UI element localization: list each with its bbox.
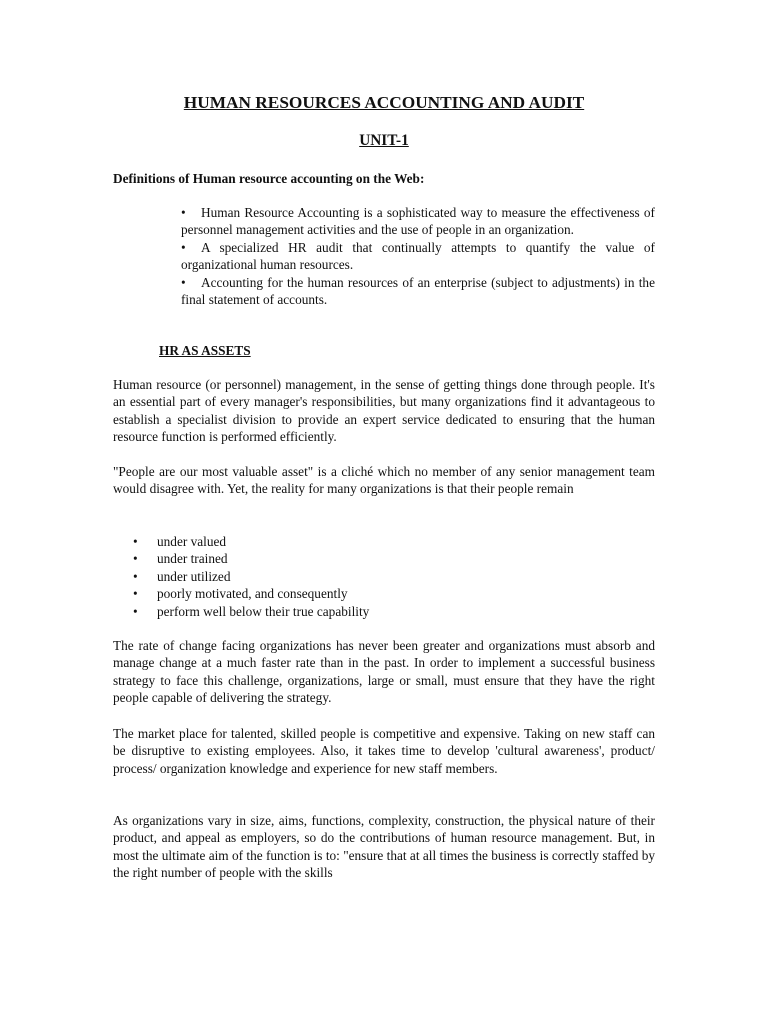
definition-item xyxy=(181,204,655,239)
list-item: • under utilized xyxy=(133,568,369,585)
definition-text: Accounting for the human resources of an enterprise (subject to adjustments) in the final statement of accounts. xyxy=(181,274,655,308)
bullet-icon: • xyxy=(181,239,186,255)
paragraph: The rate of change facing organizations has never been greater and organizations must absorb and manage change at a much faster rate than in the past. In order to implement a successful business strategy to face this challenge, organizations, large or small, must ensure that they have the right people capable of delivering the strategy. xyxy=(113,638,655,706)
section-heading: HR AS ASSETS xyxy=(159,343,251,358)
remain-list xyxy=(133,533,369,620)
list-item: • under valued xyxy=(133,533,369,550)
definition-item xyxy=(181,239,655,274)
list-item: • under trained xyxy=(133,550,369,567)
definition-text: A specialized HR audit that continually attempts to quantify the value of organizational human resources. xyxy=(181,239,655,273)
definitions-list xyxy=(181,204,655,308)
paragraph: As organizations vary in size, aims, functions, complexity, construction, the physical nature of their product, and appeal as employers, so do the contributions of human resource management. But, in most the ultimate aim of the function is to: "ensure that at all times the business is correctly staffed by the right number of people with the skills xyxy=(113,813,655,881)
bullet-icon: • xyxy=(181,274,186,290)
bullet-icon: • xyxy=(181,205,186,220)
unit-heading: UNIT-1 xyxy=(359,132,409,149)
paragraph: The market place for talented, skilled people is competitive and expensive. Taking on new staff can be disruptive to existing employees. Also, it takes time to develop 'cultural awareness', product/ process/ organization knowledge and experience for new staff members. xyxy=(113,726,655,776)
paragraph: Human resource (or personnel) management, in the sense of getting things done through people. It's an essential part of every manager's responsibilities, but many organizations find it advantageous to establish a specialist division to provide an expert service dedicated to ensuring that the human resource function is performed efficiently. xyxy=(113,377,655,445)
definition-text: Human Resource Accounting is a sophisticated way to measure the effectiveness of personnel management activities and the use of people in an organization. xyxy=(181,205,655,238)
list-item: • perform well below their true capability xyxy=(133,603,369,620)
definition-item xyxy=(181,274,655,309)
paragraph: "People are our most valuable asset" is a cliché which no member of any senior management team would disagree with. Yet, the reality for many organizations is that their people remain xyxy=(113,464,655,497)
list-item: • poorly motivated, and consequently xyxy=(133,585,369,602)
document-title: HUMAN RESOURCES ACCOUNTING AND AUDIT xyxy=(183,93,585,112)
definitions-heading: Definitions of Human resource accounting on the Web: xyxy=(113,171,425,186)
